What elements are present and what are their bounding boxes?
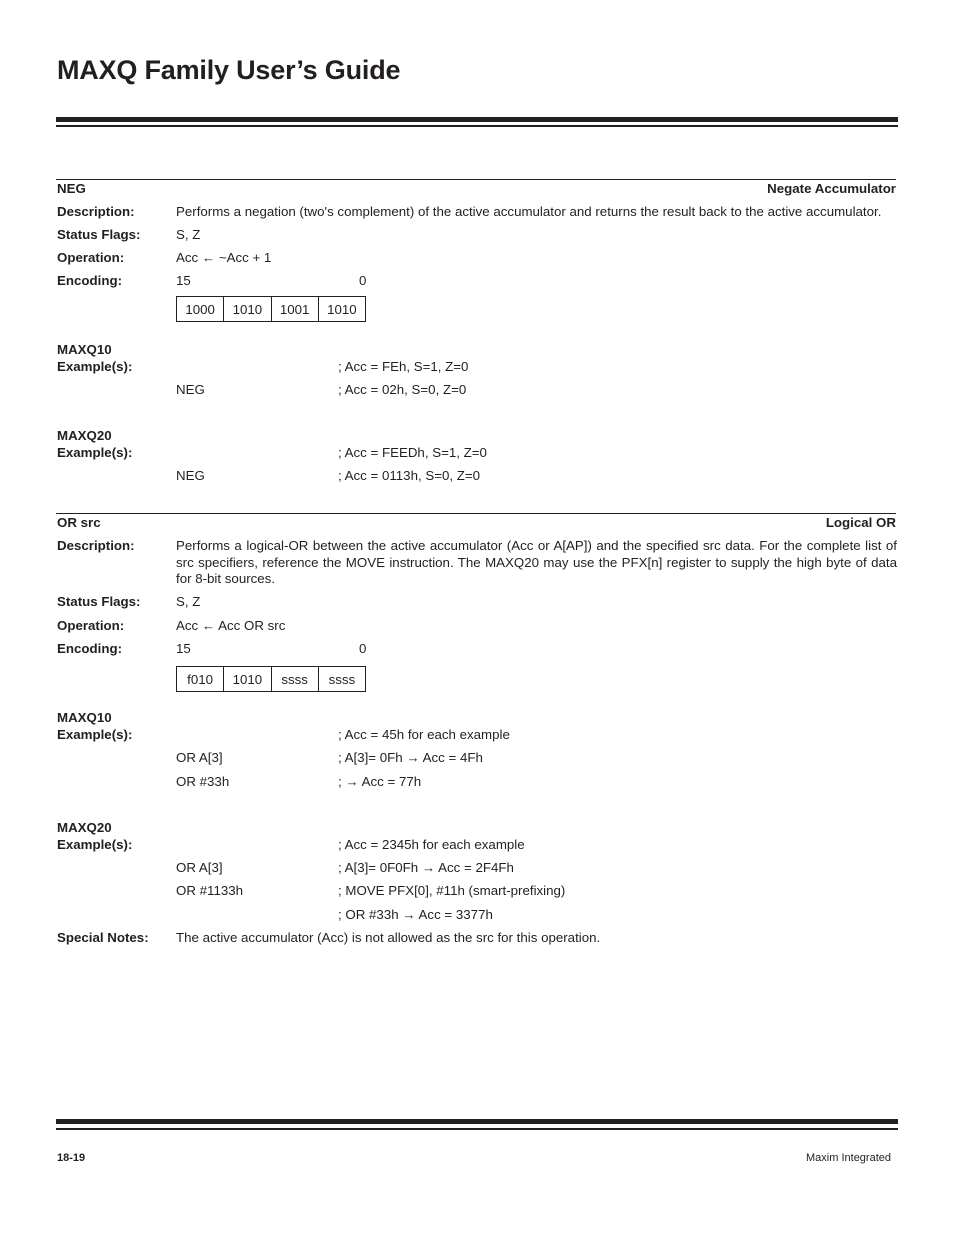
page-number: 18-19: [57, 1152, 86, 1164]
or-bit-high: 15: [176, 641, 191, 656]
or-encoding-table: [176, 666, 366, 692]
header-rule-thick: [56, 117, 898, 122]
example-code: OR #33h: [176, 774, 230, 789]
example-comment: ; OR #33h → Acc = 3377h: [338, 907, 493, 922]
example-code: NEG: [176, 468, 205, 483]
example-comment: ; Acc = FEh, S=1, Z=0: [338, 359, 469, 374]
or-title: Logical OR: [825, 515, 896, 530]
or-notes: The active accumulator (Acc) is not allowed as the src for this operation.: [176, 930, 601, 945]
encoding-cell: 1010: [327, 301, 357, 317]
example-comment: ; Acc = FEEDh, S=1, Z=0: [338, 445, 487, 460]
neg-maxq10-examples-label: Example(s):: [57, 359, 133, 374]
encoding-cell: 1010: [224, 667, 271, 691]
example-code: OR A[3]: [176, 750, 223, 765]
or-flags: S, Z: [176, 594, 201, 609]
or-description: Performs a logical-OR between the active accumulator (Acc or A[AP]) and the specified src data. For the complete list of src specifiers, reference the MOVE instruction. The MAXQ20 may use the PFX[n] register to supply the high byte of data for 8-bit sources.: [176, 538, 897, 587]
example-comment: ; A[3]= 0Fh → Acc = 4Fh: [338, 750, 483, 765]
or-encoding-label: Encoding:: [57, 641, 122, 656]
footer-rule-thick: [56, 1119, 898, 1124]
encoding-cell: 1010: [224, 297, 271, 321]
example-code: OR A[3]: [176, 860, 223, 875]
or-description-label: Description:: [57, 538, 135, 553]
example-comment: ; Acc = 02h, S=0, Z=0: [338, 382, 467, 397]
encoding-cell: ssss: [328, 671, 356, 687]
or-operation-label: Operation:: [57, 618, 125, 633]
or-maxq10-label: MAXQ10: [57, 710, 112, 725]
neg-title: Negate Accumulator: [767, 181, 896, 196]
or-operation: Acc ← Acc OR src: [176, 618, 286, 633]
example-comment: ; Acc = 0113h, S=0, Z=0: [338, 468, 481, 483]
neg-description-label: Description:: [57, 204, 135, 219]
or-mnemonic: OR src: [57, 515, 101, 530]
example-code: NEG: [176, 382, 205, 397]
example-comment: ; A[3]= 0F0Fh → Acc = 2F4Fh: [338, 860, 514, 875]
neg-bit-low: 0: [359, 273, 367, 288]
example-comment: ; MOVE PFX[0], #11h (smart-prefixing): [338, 883, 566, 898]
neg-mnemonic: NEG: [57, 181, 86, 196]
example-comment: ; → Acc = 77h: [338, 774, 422, 789]
neg-operation-label: Operation:: [57, 250, 125, 265]
neg-description: Performs a negation (two's complement) of the active accumulator and returns the result back to the active accumulator.: [176, 204, 882, 219]
neg-flags: S, Z: [176, 227, 201, 242]
neg-maxq10-label: MAXQ10: [57, 342, 112, 357]
or-maxq20-label: MAXQ20: [57, 820, 112, 835]
company-name: Maxim Integrated: [806, 1152, 891, 1164]
neg-encoding-label: Encoding:: [57, 273, 122, 288]
neg-maxq20-label: MAXQ20: [57, 428, 112, 443]
neg-maxq20-examples-label: Example(s):: [57, 445, 133, 460]
example-comment: ; Acc = 2345h for each example: [338, 837, 525, 852]
neg-flags-label: Status Flags:: [57, 227, 141, 242]
or-bit-low: 0: [359, 641, 367, 656]
neg-bit-high: 15: [176, 273, 191, 288]
neg-section-rule: [56, 179, 896, 180]
encoding-cell: ssss: [272, 667, 319, 691]
encoding-cell: f010: [177, 667, 224, 691]
or-section-rule: [56, 513, 896, 514]
page-title: MAXQ Family User’s Guide: [57, 55, 401, 85]
encoding-cell: 1000: [177, 297, 224, 321]
example-code: OR #1133h: [176, 883, 244, 898]
footer-rule-thin: [56, 1128, 898, 1130]
or-notes-label: Special Notes:: [57, 930, 149, 945]
header-rule-thin: [56, 125, 898, 127]
neg-operation: Acc ← ~Acc + 1: [176, 250, 272, 265]
or-flags-label: Status Flags:: [57, 594, 141, 609]
or-maxq10-examples-label: Example(s):: [57, 727, 133, 742]
example-comment: ; Acc = 45h for each example: [338, 727, 510, 742]
or-maxq20-examples-label: Example(s):: [57, 837, 133, 852]
encoding-cell: 1001: [272, 297, 319, 321]
neg-encoding-table: [176, 296, 366, 322]
